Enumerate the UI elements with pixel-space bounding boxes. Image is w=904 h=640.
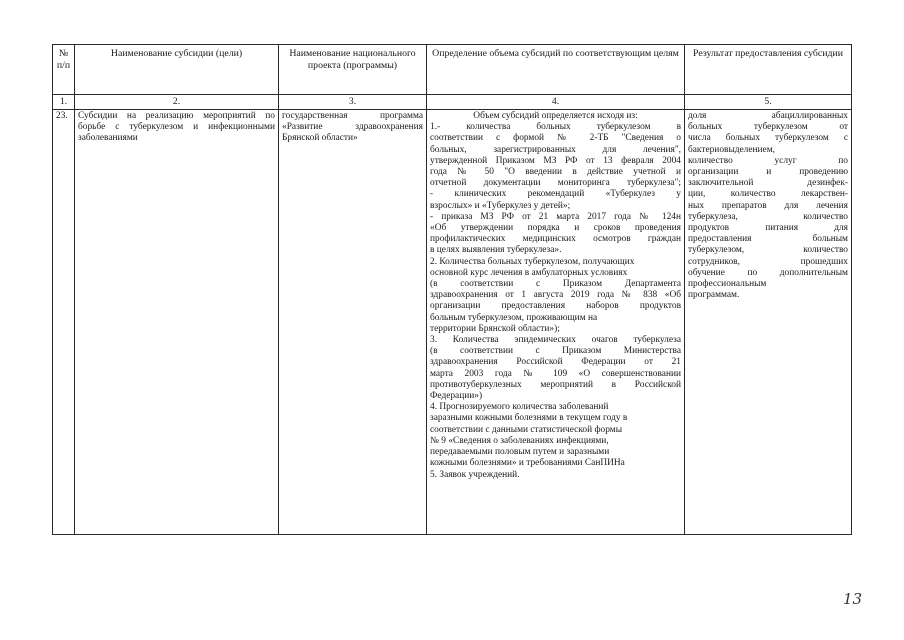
page-number: 13 (843, 590, 863, 608)
text-line: противотуберкулезных мероприятий в Российской (430, 379, 681, 390)
text-line: Федерации») (430, 391, 483, 402)
text-line: больным туберкулезом, проживающим на (430, 312, 598, 323)
text-line: больных туберкулезом от (688, 122, 848, 133)
text-line: профилактических медицинских осмотров граждан (430, 234, 681, 245)
text-line: «Об утверждении порядка и сроков проведения (430, 223, 681, 234)
header-name: Наименование субсидии (цели) (75, 45, 279, 95)
header-definition: Определение объема субсидий по соответствующим целям (427, 45, 685, 95)
subsidy-name: Субсидии на реализацию мероприятий по борьбе с туберкулезом и инфекционными заболеваниями (75, 110, 279, 535)
text-line: ции, количество лекарствен- (688, 189, 848, 200)
text-line: кожными болезнями» и требованиями СанПИНа (430, 458, 625, 469)
text-line: числа больных туберкулезом с (688, 133, 848, 144)
text-line: 4. Прогнозируемого количества заболеваний (430, 402, 609, 413)
text-line: количество услуг по (688, 155, 848, 166)
text-line: туберкулеза, количество (688, 211, 848, 222)
subsidy-table (52, 44, 852, 535)
text-line: предоставления больным (688, 234, 848, 245)
column-number: 3. (279, 95, 427, 110)
project-name: государственная программа «Развитие здравоохранения Брянской области» (279, 110, 427, 535)
text-line: здравоохранения от 1 августа 2019 года № 838 «Об (430, 290, 681, 301)
table-row (53, 110, 852, 535)
text-line: 1.- количества больных туберкулезом в (430, 122, 681, 133)
text-line: года № 50 "О введении в действие учетной и (430, 167, 681, 178)
text-line: туберкулезом, количество (688, 245, 848, 256)
header-row (53, 45, 852, 95)
column-number: 2. (75, 95, 279, 110)
text-line: заразными кожными болезнями в текущем году в (430, 413, 628, 424)
text-line: - приказа МЗ РФ от 21 марта 2017 года № 124н (430, 211, 681, 222)
text-line: здравоохранения Российской Федерации от 21 (430, 357, 681, 368)
row-number: 23. (53, 110, 75, 535)
text-line: 2. Количества больных туберкулезом, получающих (430, 256, 635, 267)
text-line: обучение по дополнительным (688, 267, 848, 278)
definition-cell (427, 110, 685, 535)
header-no: № п/п (53, 45, 75, 95)
text-line: № 9 «Сведения о заболеваниях инфекциями, (430, 435, 609, 446)
text-line: основной курс лечения в амбулаторных условиях (430, 267, 628, 278)
result-text (688, 111, 848, 301)
text-line: организации предоставления наборов продуктов (430, 301, 681, 312)
text-line: марта 2003 года № 109 «О совершенствовании (430, 368, 681, 379)
column-number-row (53, 95, 852, 110)
text-line: передаваемыми половым путем и заразными (430, 447, 610, 458)
text-line: больных, зарегистрированных для лечения", (430, 144, 681, 155)
text-line: Объем субсидий определяется исходя из: (473, 111, 638, 121)
text-line: профессиональным (688, 279, 767, 290)
text-line: доля абациллированных (688, 111, 848, 121)
text-line: отчетной документации мониторинга туберкулеза"; (430, 178, 681, 189)
text-line: бактериовыделением, (688, 144, 775, 155)
text-line: ных препаратов для лечения (688, 200, 848, 211)
text-line: взрослых» и «Туберкулез у детей»; (430, 200, 571, 211)
text-line: соответствии с формой № 2-ТБ "Сведения о (430, 133, 681, 144)
text-line: территории Брянской области»); (430, 323, 560, 334)
text-line: 3. Количества эпидемических очагов туберкулеза (430, 335, 681, 346)
result-cell (685, 110, 852, 535)
text-line: 5. Заявок учреждений. (430, 469, 520, 480)
text-line: программам. (688, 290, 740, 301)
text-line: соответствии с данными статистической формы (430, 424, 622, 435)
text-line: в целях выявления туберкулеза». (430, 245, 562, 256)
text-line: организации и проведению (688, 167, 848, 178)
header-project: Наименование национального проекта (программы) (279, 45, 427, 95)
column-number: 5. (685, 95, 852, 110)
text-line: заключительной дезинфек- (688, 178, 848, 189)
text-line: продуктов питания для (688, 223, 848, 234)
text-line: утвержденной Приказом МЗ РФ от 13 февраля 2004 (430, 155, 681, 166)
text-line: (в соответствии с Приказом Департамента (430, 279, 681, 290)
text-line: сотрудников, прошедших (688, 256, 848, 267)
column-number: 1. (53, 95, 75, 110)
column-number: 4. (427, 95, 685, 110)
definition-text (430, 111, 681, 481)
header-result: Результат предоставления субсидии (685, 45, 852, 95)
text-line: (в соответствии с Приказом Министерства (430, 346, 681, 357)
text-line: - клинических рекомендаций «Туберкулез у (430, 189, 681, 200)
